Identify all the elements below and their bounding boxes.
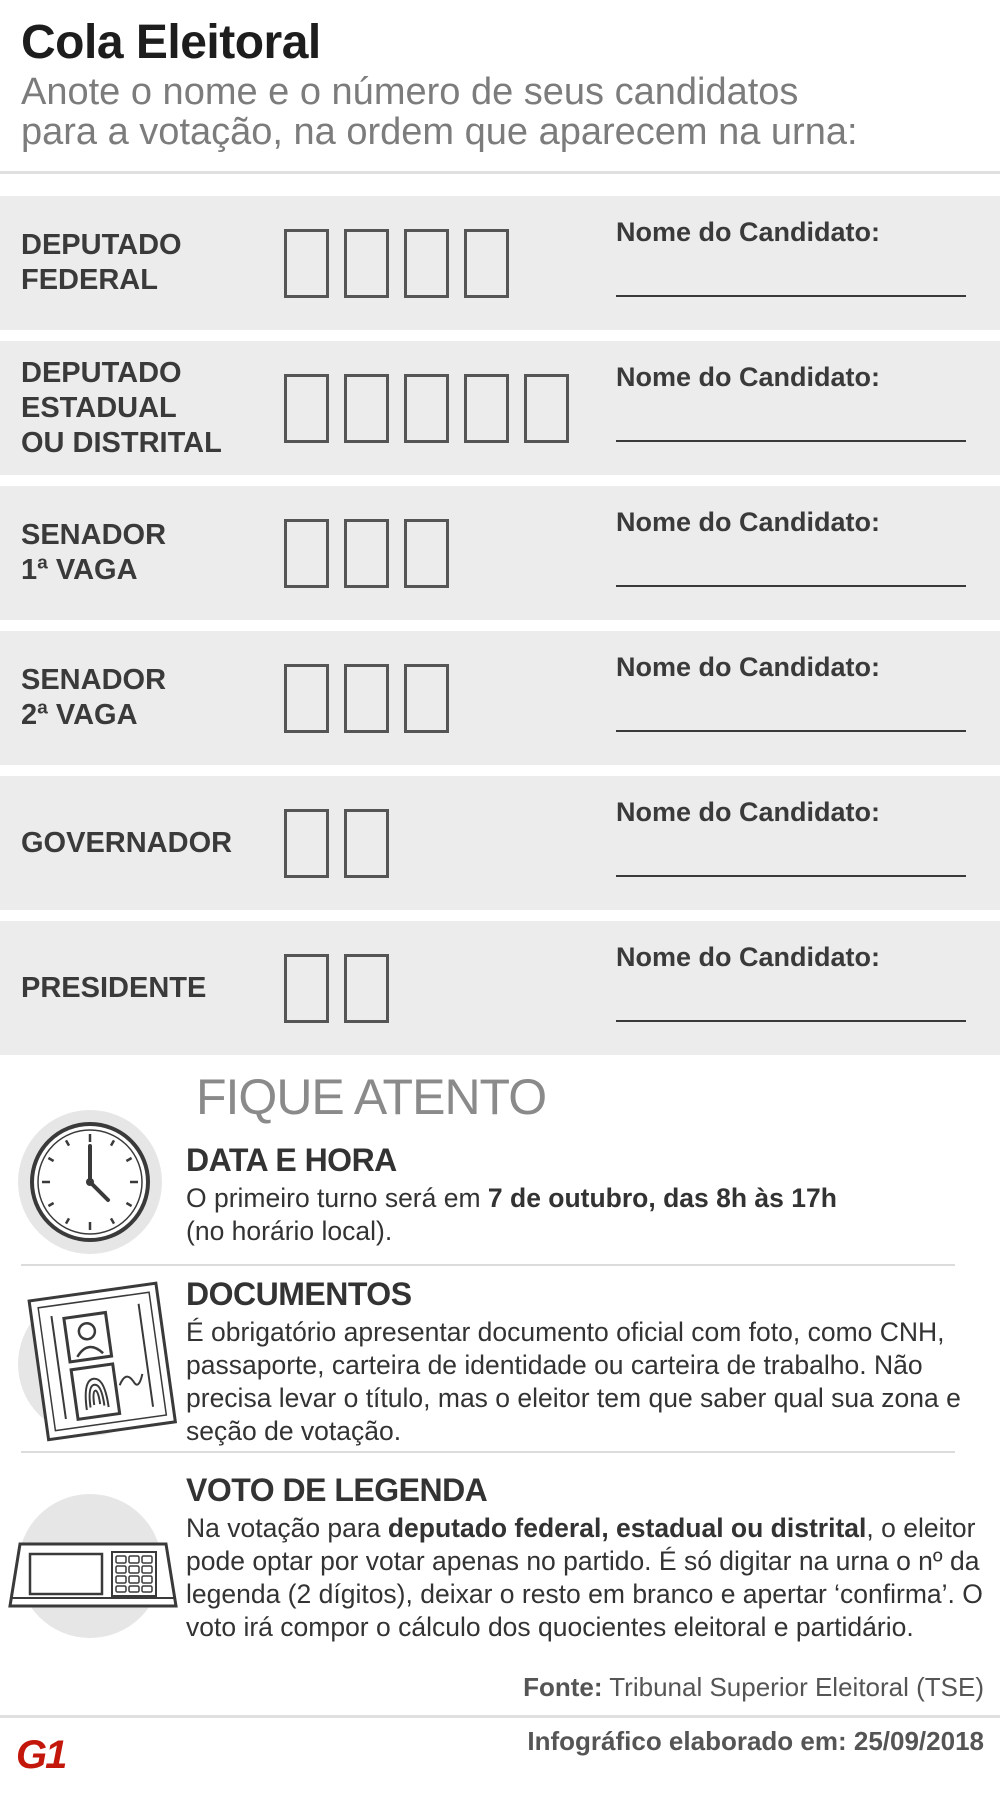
digit-box <box>344 229 389 298</box>
info-heading: DOCUMENTOS <box>186 1276 412 1312</box>
candidate-name-label: Nome do Candidato: <box>616 507 880 537</box>
subtitle-line-2: para a votação, na ordem que aparecem na urna: <box>21 111 858 153</box>
attention-title: FIQUE ATENTO <box>196 1069 547 1125</box>
ballot-row-deputado-estadual <box>0 341 1000 475</box>
candidate-name-label: Nome do Candidato: <box>616 797 880 827</box>
row-label: GOVERNADOR <box>21 826 233 859</box>
source-label: Fonte: <box>523 1672 603 1702</box>
digit-boxes <box>284 519 449 588</box>
info-body-bold: 7 de outubro, das 8h às 17h <box>487 1183 837 1213</box>
info-body-pre: O primeiro turno será em <box>186 1183 488 1213</box>
digit-box <box>344 374 389 443</box>
ballot-row-presidente <box>0 921 1000 1055</box>
row-label: DEPUTADO ESTADUAL OU DISTRITAL <box>21 356 222 459</box>
page-subtitle <box>21 72 981 152</box>
digit-box <box>284 519 329 588</box>
page-title: Cola Eleitoral <box>21 16 321 69</box>
digit-box <box>344 664 389 733</box>
info-body-pre: Na votação para <box>186 1513 388 1543</box>
header <box>21 16 981 152</box>
digit-box <box>344 954 389 1023</box>
info-text <box>186 1472 986 1644</box>
digit-box <box>404 664 449 733</box>
digit-boxes <box>284 374 569 443</box>
digit-box <box>464 229 509 298</box>
info-body-bold: deputado federal, estadual ou distrital <box>387 1513 867 1543</box>
digit-boxes <box>284 229 509 298</box>
divider <box>21 1451 955 1453</box>
info-text <box>186 1276 986 1448</box>
ballot-row-senador-1 <box>0 486 1000 620</box>
candidate-name-label: Nome do Candidato: <box>616 942 880 972</box>
info-body-post: , o eleitor pode optar por votar apenas no partido. É só digitar na urna o nº da legenda (2 dígitos), deixar o resto em branco e apertar ‘confirma’. O voto irá compor o cálculo dos quocientes eleitoral e partidário. <box>186 1513 983 1642</box>
info-heading: VOTO DE LEGENDA <box>186 1472 488 1508</box>
digit-box <box>344 809 389 878</box>
digit-box <box>344 519 389 588</box>
info-body <box>186 1512 986 1644</box>
info-text <box>186 1142 986 1248</box>
candidate-name-line <box>616 730 966 732</box>
infographic-credit: Infográfico elaborado em: 25/09/2018 <box>527 1726 984 1756</box>
info-heading: DATA E HORA <box>186 1142 397 1178</box>
divider <box>21 1264 955 1266</box>
candidate-name-label: Nome do Candidato: <box>616 652 880 682</box>
voting-machine-icon <box>18 1494 162 1638</box>
digit-box <box>284 664 329 733</box>
digit-box <box>404 229 449 298</box>
candidate-name-line <box>616 585 966 587</box>
candidate-name-line <box>616 440 966 442</box>
g1-logo: G1 <box>16 1733 66 1777</box>
source-value: Tribunal Superior Eleitoral (TSE) <box>602 1672 984 1702</box>
row-label: PRESIDENTE <box>21 971 207 1004</box>
ballot-rows <box>0 196 1000 1066</box>
candidate-name-line <box>616 1020 966 1022</box>
digit-box <box>284 809 329 878</box>
row-label: SENADOR 1ª VAGA <box>21 519 167 586</box>
top-divider <box>0 171 1000 174</box>
candidate-name-label: Nome do Candidato: <box>616 217 880 247</box>
candidate-name-line <box>616 295 966 297</box>
info-body: É obrigatório apresentar documento oficial com foto, como CNH, passaporte, carteira de identidade ou carteira de trabalho. Não precisa levar o título, mas o eleitor tem que saber qual sua zona e seção de votação. <box>186 1317 961 1446</box>
digit-box <box>284 954 329 1023</box>
digit-boxes <box>284 664 449 733</box>
subtitle-line-1: Anote o nome e o número de seus candidatos <box>21 71 799 113</box>
candidate-name-label: Nome do Candidato: <box>616 362 880 392</box>
digit-box <box>404 374 449 443</box>
document-icon <box>18 1292 162 1436</box>
clock-icon <box>18 1110 162 1254</box>
candidate-name-line <box>616 875 966 877</box>
digit-boxes <box>284 809 389 878</box>
digit-box <box>524 374 569 443</box>
row-label: SENADOR 2ª VAGA <box>21 664 167 731</box>
digit-boxes <box>284 954 389 1023</box>
digit-box <box>464 374 509 443</box>
digit-box <box>284 374 329 443</box>
digit-box <box>404 519 449 588</box>
info-body <box>186 1182 986 1248</box>
ballot-row-senador-2 <box>0 631 1000 765</box>
bottom-divider <box>0 1715 1000 1718</box>
ballot-row-governador <box>0 776 1000 910</box>
digit-box <box>284 229 329 298</box>
ballot-row-deputado-federal <box>0 196 1000 330</box>
info-body-post: (no horário local). <box>186 1216 393 1246</box>
source-note <box>523 1672 984 1703</box>
row-label: DEPUTADO FEDERAL <box>21 229 182 296</box>
